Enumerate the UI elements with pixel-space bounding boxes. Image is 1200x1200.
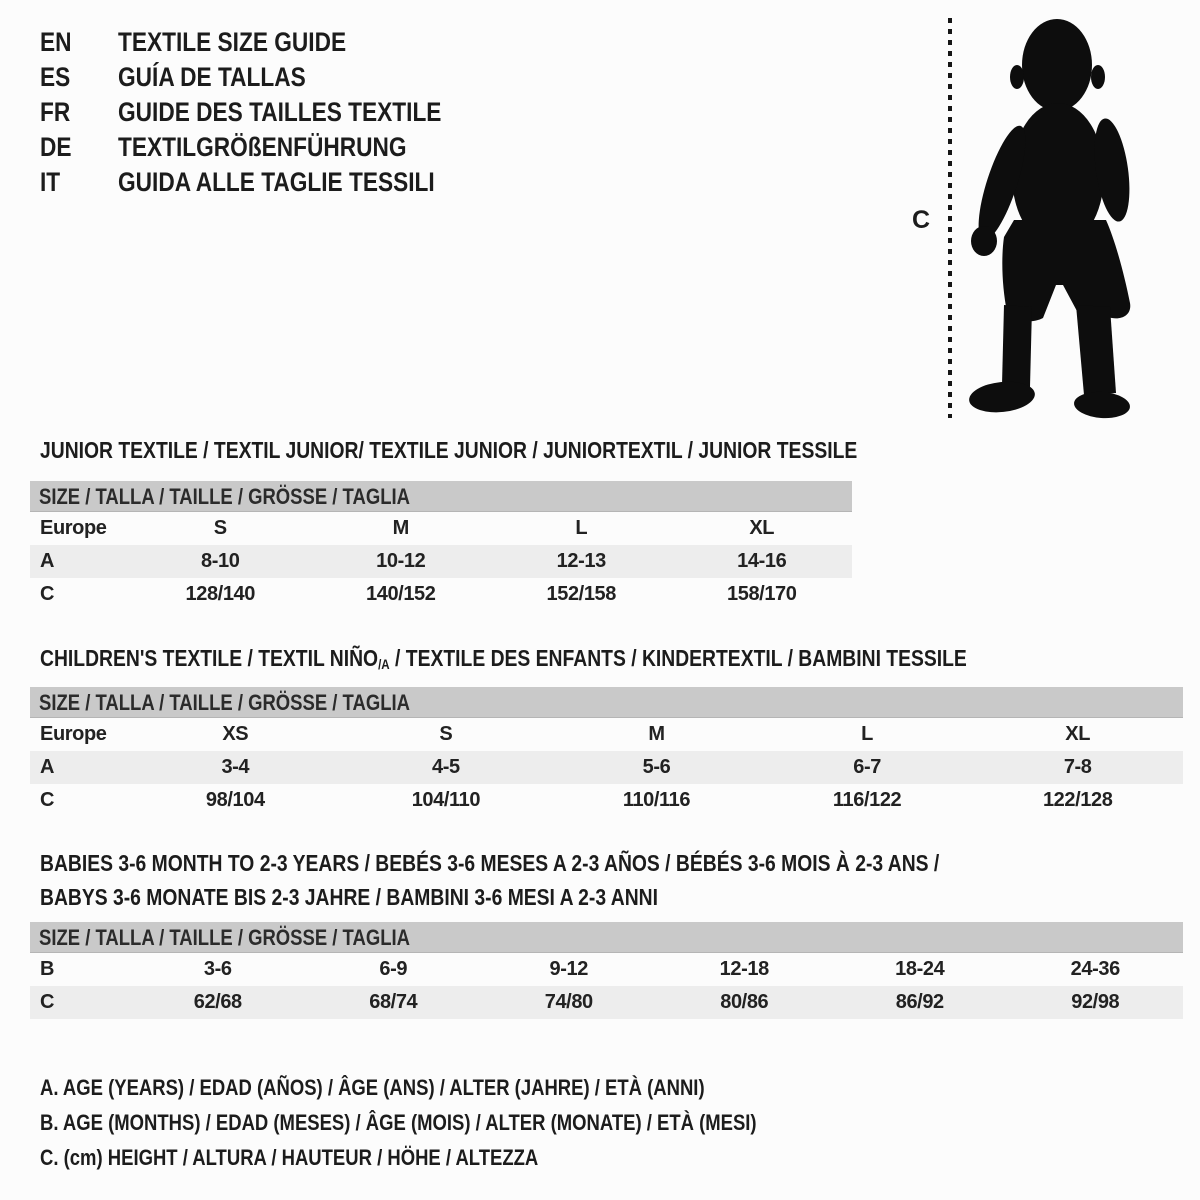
- size-header-bar: [30, 922, 1183, 953]
- junior-section-heading: [40, 433, 1013, 467]
- language-title-list: [40, 25, 503, 200]
- size-cell: 6-7: [853, 756, 881, 778]
- babies-heading-line1: BABIES 3-6 MONTH TO 2-3 YEARS / BEBÉS 3-6 MESES A 2-3 AÑOS / BÉBÉS 3-6 MOIS À 2-3 ANS /: [40, 850, 940, 876]
- language-title-text: GUIDE DES TAILLES TEXTILE: [118, 97, 442, 127]
- size-cell: L: [575, 517, 588, 539]
- language-code: [40, 62, 118, 93]
- table-row: [30, 512, 852, 545]
- size-cell: 8-10: [201, 550, 240, 572]
- size-cell: 158/170: [727, 583, 797, 605]
- children-heading-pre: CHILDREN'S TEXTILE / TEXTIL NIÑO: [40, 645, 379, 671]
- row-label: Europe: [40, 517, 107, 539]
- size-header-label: SIZE / TALLA / TAILLE / GRÖSSE / TAGLIA: [39, 484, 410, 509]
- table-row: [30, 718, 1183, 751]
- children-table: [30, 718, 1183, 817]
- babies-heading-line1-wrap: [40, 846, 1111, 880]
- language-code: [40, 132, 118, 163]
- table-row: [30, 953, 1183, 986]
- size-header-label: SIZE / TALLA / TAILLE / GRÖSSE / TAGLIA: [39, 690, 410, 715]
- legend-line-b: [40, 1105, 893, 1140]
- language-title: [118, 167, 495, 198]
- language-title: [118, 132, 462, 163]
- table-row: [30, 545, 852, 578]
- babies-size-table: [30, 922, 1183, 1019]
- legend-c-text: C. (cm) HEIGHT / ALTURA / HAUTEUR / HÖHE / ALTEZZA: [40, 1145, 539, 1170]
- row-label: Europe: [40, 723, 107, 745]
- language-code: [40, 27, 118, 58]
- children-heading-sub: /A: [378, 657, 390, 673]
- language-row-it: [40, 165, 503, 200]
- junior-heading-text: JUNIOR TEXTILE / TEXTIL JUNIOR/ TEXTILE JUNIOR / JUNIORTEXTIL / JUNIOR TESSILE: [40, 437, 858, 463]
- size-cell: L: [861, 723, 873, 745]
- row-label: B: [40, 958, 55, 980]
- language-row-de: [40, 130, 503, 165]
- babies-table: [30, 953, 1183, 1019]
- size-cell: M: [648, 723, 665, 745]
- size-cell: 10-12: [376, 550, 426, 572]
- language-code-text: IT: [40, 167, 61, 197]
- language-code-text: DE: [40, 132, 72, 162]
- language-title: [118, 97, 503, 128]
- size-cell: XL: [749, 517, 775, 539]
- size-cell: 3-6: [203, 958, 232, 980]
- legend-line-c: [40, 1140, 893, 1175]
- legend-line-a: [40, 1070, 893, 1105]
- children-section-heading: [40, 641, 1143, 679]
- children-heading-text: [40, 641, 967, 679]
- row-label: A: [40, 756, 55, 778]
- size-cell: 6-9: [379, 958, 408, 980]
- row-label: C: [40, 789, 55, 811]
- size-cell: 128/140: [185, 583, 255, 605]
- language-code-text: EN: [40, 27, 72, 57]
- table-row: [30, 578, 852, 611]
- row-label: A: [40, 550, 55, 572]
- size-cell: 104/110: [411, 789, 481, 811]
- language-row-fr: [40, 95, 503, 130]
- size-cell: 122/128: [1042, 789, 1113, 811]
- babies-heading-line2-wrap: [40, 880, 1111, 914]
- size-header-label: SIZE / TALLA / TAILLE / GRÖSSE / TAGLIA: [39, 925, 410, 950]
- size-cell: 110/116: [622, 789, 691, 811]
- size-cell: 5-6: [642, 756, 671, 778]
- size-cell: 86/92: [895, 991, 944, 1013]
- height-measure-dashed-line: [948, 18, 952, 418]
- language-title-text: TEXTILE SIZE GUIDE: [118, 27, 347, 57]
- size-cell: 14-16: [737, 550, 787, 572]
- babies-heading-line2: BABYS 3-6 MONATE BIS 2-3 JAHRE / BAMBINI 3-6 MESI A 2-3 ANNI: [40, 884, 658, 910]
- size-cell: 140/152: [366, 583, 436, 605]
- language-code: [40, 97, 118, 128]
- size-cell: 12-13: [556, 550, 606, 572]
- legend-a-text: A. AGE (YEARS) / EDAD (AÑOS) / ÂGE (ANS) / ALTER (JAHRE) / ETÀ (ANNI): [40, 1075, 705, 1100]
- language-code-text: ES: [40, 62, 71, 92]
- language-row-es: [40, 60, 503, 95]
- height-measure-label-c: C: [912, 206, 931, 234]
- size-cell: 62/68: [193, 991, 242, 1013]
- junior-table: [30, 512, 852, 611]
- size-cell: 3-4: [221, 756, 250, 778]
- row-label: C: [40, 991, 55, 1013]
- language-code: [40, 167, 118, 198]
- language-code-text: FR: [40, 97, 71, 127]
- size-cell: 98/104: [205, 789, 265, 811]
- language-title: [118, 27, 390, 58]
- size-cell: 152/158: [546, 583, 616, 605]
- babies-section-heading: [40, 846, 1111, 914]
- size-cell: S: [213, 517, 227, 539]
- language-title-text: GUÍA DE TALLAS: [118, 62, 306, 92]
- size-cell: 24-36: [1070, 958, 1120, 980]
- measurement-legend: [40, 1070, 893, 1175]
- size-cell: 7-8: [1063, 756, 1092, 778]
- size-cell: XS: [222, 723, 249, 745]
- children-heading-post: / TEXTILE DES ENFANTS / KINDERTEXTIL / BAMBINI TESSILE: [389, 645, 967, 671]
- size-cell: 12-18: [719, 958, 769, 980]
- size-cell: 80/86: [720, 991, 769, 1013]
- toddler-silhouette-icon: [960, 15, 1140, 420]
- language-row-en: [40, 25, 503, 60]
- size-header-bar: [30, 481, 852, 512]
- size-cell: 9-12: [549, 958, 588, 980]
- language-title-text: TEXTILGRÖßENFÜHRUNG: [118, 132, 407, 162]
- size-cell: XL: [1065, 723, 1091, 745]
- size-cell: 92/98: [1071, 991, 1120, 1013]
- size-cell: 18-24: [895, 958, 945, 980]
- size-cell: M: [392, 517, 409, 539]
- junior-size-table: [30, 481, 852, 611]
- legend-b-text: B. AGE (MONTHS) / EDAD (MESES) / ÂGE (MOIS) / ALTER (MONATE) / ETÀ (MESI): [40, 1110, 757, 1135]
- size-cell: 68/74: [369, 991, 418, 1013]
- size-cell: 74/80: [544, 991, 593, 1013]
- table-row: [30, 986, 1183, 1019]
- children-size-table: [30, 687, 1183, 817]
- row-label: C: [40, 583, 55, 605]
- size-cell: 4-5: [432, 756, 460, 778]
- table-row: [30, 784, 1183, 817]
- size-cell: 116/122: [832, 789, 902, 811]
- size-cell: S: [439, 723, 453, 745]
- language-title-text: GUIDA ALLE TAGLIE TESSILI: [118, 167, 435, 197]
- size-header-bar: [30, 687, 1183, 718]
- language-title: [118, 62, 342, 93]
- table-row: [30, 751, 1183, 784]
